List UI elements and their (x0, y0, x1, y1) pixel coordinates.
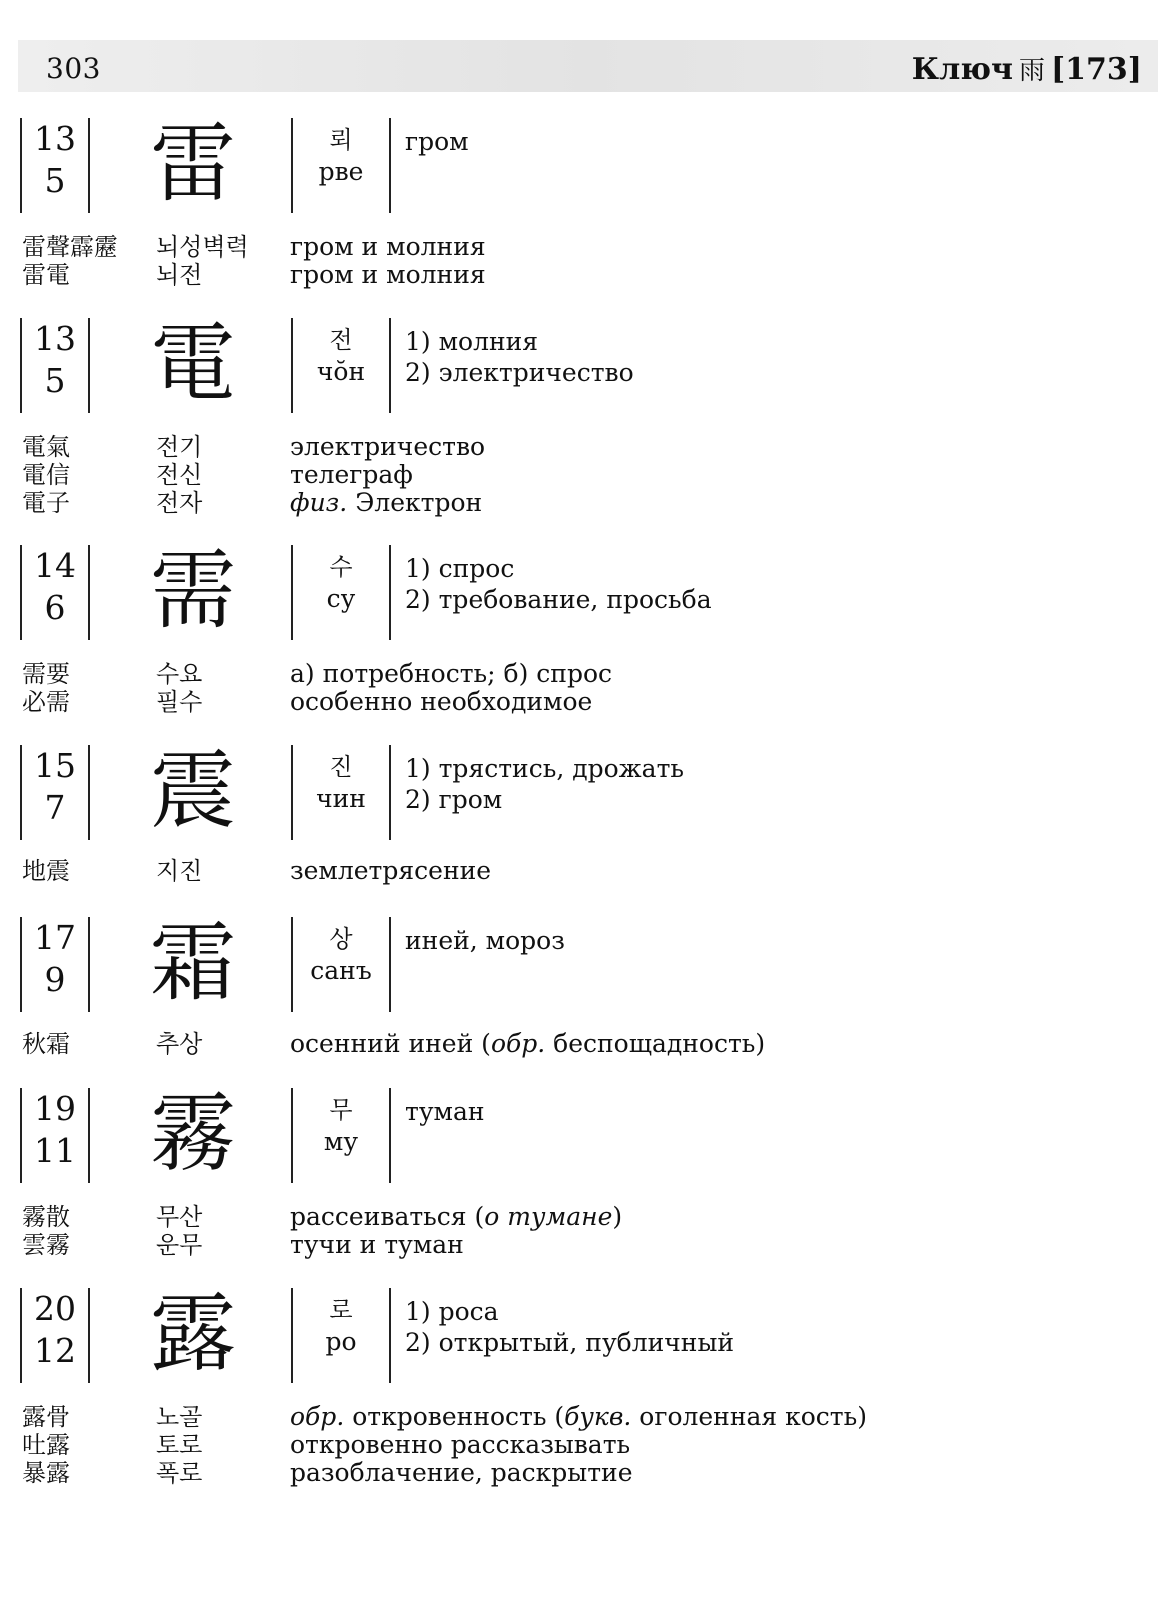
meaning-line: 1) роса (405, 1297, 499, 1326)
meaning-text: Электрон (355, 488, 483, 517)
meaning-line: иней, мороз (405, 926, 565, 955)
headword-hanja: 震 (150, 741, 236, 841)
compound-meaning: землетрясение (290, 856, 492, 885)
reading (291, 1088, 391, 1183)
abbreviation: обр. (490, 1029, 546, 1058)
stroke-total: 14 (34, 546, 76, 585)
headword-hanja: 需 (150, 541, 236, 641)
meanings (405, 126, 1105, 157)
meanings (405, 326, 1105, 388)
compound-list (20, 1203, 1120, 1259)
compound-row (20, 1459, 1120, 1487)
meaning-line: 2) электричество (405, 358, 634, 387)
stroke-count (20, 318, 90, 413)
compound-hanja: 電信 (22, 461, 70, 489)
compound-row (20, 1203, 1120, 1231)
compound-row (20, 1030, 1120, 1058)
headword-hanja: 霜 (150, 913, 236, 1013)
stroke-count (20, 545, 90, 640)
section-title (912, 50, 1142, 87)
page-header (18, 40, 1158, 92)
reading (291, 318, 391, 413)
dictionary-entry (20, 314, 1120, 517)
stroke-total: 17 (34, 918, 76, 957)
meaning-text: рассеиваться ( (290, 1202, 485, 1231)
reading-hangul: 로 (329, 1296, 353, 1324)
abbreviation: физ. (290, 488, 348, 517)
compound-hangul: 토로 (156, 1431, 203, 1459)
stroke-extra: 5 (44, 361, 66, 400)
meaning-text: осенний иней ( (290, 1029, 491, 1058)
compound-row (20, 1431, 1120, 1459)
reading-hangul: 진 (329, 753, 353, 781)
compound-meaning (290, 489, 1090, 517)
compound-list (20, 857, 1120, 885)
meanings (405, 1096, 1105, 1127)
compound-hanja: 需要 (22, 660, 70, 688)
dictionary-entry (20, 541, 1120, 716)
entry-head (20, 314, 1120, 414)
compound-hangul: 뇌성벽력 (156, 233, 249, 261)
compound-list (20, 660, 1120, 716)
compound-list (20, 1030, 1120, 1058)
reading-transcription: ро (325, 1327, 357, 1356)
compound-hangul: 추상 (156, 1030, 203, 1058)
compound-row (20, 857, 1120, 885)
entry-head (20, 741, 1120, 841)
compound-hangul: 운무 (156, 1231, 203, 1259)
entry-head (20, 913, 1120, 1013)
compound-list (20, 233, 1120, 289)
meaning-tail: оголенная кость) (631, 1402, 868, 1431)
compound-row (20, 233, 1120, 261)
headword-hanja: 霧 (150, 1084, 236, 1184)
stroke-total: 13 (34, 319, 76, 358)
stroke-total: 19 (34, 1089, 76, 1128)
reading (291, 745, 391, 840)
stroke-count (20, 1288, 90, 1383)
meaning-line: 1) молния (405, 327, 539, 356)
compound-hanja: 電氣 (22, 433, 70, 461)
compound-hanja: 雷聲霹靂 (22, 233, 118, 261)
compound-meaning (290, 1030, 1090, 1058)
reading-transcription: су (326, 584, 356, 613)
compound-row (20, 489, 1120, 517)
compound-hanja: 雷電 (22, 261, 70, 289)
compound-hanja: 露骨 (22, 1403, 70, 1431)
meaning-tail: ) (612, 1202, 623, 1231)
abbreviation: обр. (290, 1402, 345, 1431)
compound-meaning: гром и молния (290, 260, 486, 289)
page-number: 303 (46, 52, 101, 85)
reading-hangul: 수 (329, 553, 353, 581)
compound-hanja: 地震 (22, 857, 70, 885)
compound-meaning: телеграф (290, 460, 413, 489)
section-title-prefix: Ключ (911, 52, 1013, 87)
reading-transcription: чин (316, 784, 366, 813)
dictionary-entry (20, 913, 1120, 1058)
compound-hangul: 필수 (156, 688, 203, 716)
compound-meaning: гром и молния (290, 232, 486, 261)
compound-meaning: особенно необходимое (290, 687, 593, 716)
compound-row (20, 688, 1120, 716)
compound-hangul: 무산 (156, 1203, 203, 1231)
meaning-line: туман (405, 1097, 485, 1126)
dictionary-entry (20, 741, 1120, 885)
entry-head (20, 114, 1120, 214)
compound-hanja: 暴露 (22, 1459, 70, 1487)
entry-head (20, 541, 1120, 641)
compound-list (20, 433, 1120, 517)
meanings (405, 1296, 1105, 1358)
compound-hangul: 지진 (156, 857, 203, 885)
entry-head (20, 1084, 1120, 1184)
compound-row (20, 461, 1120, 489)
compound-meaning: а) потребность; б) спрос (290, 659, 612, 688)
meaning-line: гром (405, 127, 469, 156)
reading-transcription: рве (318, 157, 364, 186)
compound-meaning (290, 1203, 1090, 1231)
meanings (405, 753, 1105, 815)
compound-meaning: электричество (290, 432, 486, 461)
compound-meaning (290, 1403, 1090, 1431)
compound-row (20, 1403, 1120, 1431)
compound-row (20, 660, 1120, 688)
compound-hanja: 霧散 (22, 1203, 70, 1231)
compound-hanja: 電子 (22, 489, 70, 517)
stroke-total: 15 (34, 746, 76, 785)
compound-hangul: 전신 (156, 461, 203, 489)
compound-hangul: 수요 (156, 660, 203, 688)
stroke-count (20, 917, 90, 1012)
meanings (405, 553, 1105, 615)
stroke-count (20, 1088, 90, 1183)
reading (291, 118, 391, 213)
reading-hangul: 뢰 (329, 126, 353, 154)
headword-hanja: 雷 (150, 114, 236, 214)
meaning-tail: беспощадность) (545, 1029, 766, 1058)
stroke-count (20, 118, 90, 213)
stroke-extra: 11 (34, 1131, 76, 1170)
compound-meaning: разоблачение, раскрытие (290, 1458, 633, 1487)
abbreviation: о тумане (484, 1202, 613, 1231)
compound-hanja: 吐露 (22, 1431, 70, 1459)
abbreviation: букв. (564, 1402, 632, 1431)
compound-hangul: 전기 (156, 433, 203, 461)
compound-hanja: 秋霜 (22, 1030, 70, 1058)
meaning-line: 1) спрос (405, 554, 515, 583)
stroke-extra: 6 (44, 588, 66, 627)
compound-hangul: 노골 (156, 1403, 203, 1431)
compound-row (20, 433, 1120, 461)
compound-hanja: 雲霧 (22, 1231, 70, 1259)
radical-number: [173] (1050, 52, 1142, 87)
reading-transcription: чŏн (316, 357, 366, 386)
compound-list (20, 1403, 1120, 1487)
compound-hangul: 전자 (156, 489, 203, 517)
compound-hangul: 폭로 (156, 1459, 203, 1487)
reading (291, 545, 391, 640)
dictionary-entry (20, 1284, 1120, 1487)
dictionary-entry (20, 114, 1120, 289)
compound-meaning: тучи и туман (290, 1230, 464, 1259)
stroke-extra: 12 (34, 1331, 76, 1370)
compound-hangul: 뇌전 (156, 261, 203, 289)
compound-meaning: откровенно рассказывать (290, 1430, 631, 1459)
reading-transcription: му (323, 1127, 359, 1156)
headword-hanja: 露 (150, 1284, 236, 1384)
compound-row (20, 1231, 1120, 1259)
reading-hangul: 상 (329, 925, 353, 953)
meaning-text: откровенность ( (352, 1402, 565, 1431)
dictionary-entry (20, 1084, 1120, 1259)
stroke-total: 20 (34, 1289, 76, 1328)
reading-hangul: 전 (329, 326, 353, 354)
headword-hanja: 電 (150, 314, 236, 414)
reading-transcription: санъ (310, 956, 372, 985)
stroke-extra: 9 (44, 960, 66, 999)
meaning-line: 2) требование, просьба (405, 585, 712, 614)
reading-hangul: 무 (329, 1096, 353, 1124)
reading (291, 1288, 391, 1383)
meaning-line: 2) открытый, публичный (405, 1328, 735, 1357)
compound-hanja: 必需 (22, 688, 70, 716)
stroke-extra: 5 (44, 161, 66, 200)
meaning-line: 1) трястись, дрожать (405, 754, 685, 783)
reading (291, 917, 391, 1012)
stroke-count (20, 745, 90, 840)
meanings (405, 925, 1105, 956)
entry-head (20, 1284, 1120, 1384)
compound-row (20, 261, 1120, 289)
radical-character: 雨 (1018, 56, 1045, 86)
stroke-total: 13 (34, 119, 76, 158)
stroke-extra: 7 (44, 788, 66, 827)
meaning-line: 2) гром (405, 785, 503, 814)
